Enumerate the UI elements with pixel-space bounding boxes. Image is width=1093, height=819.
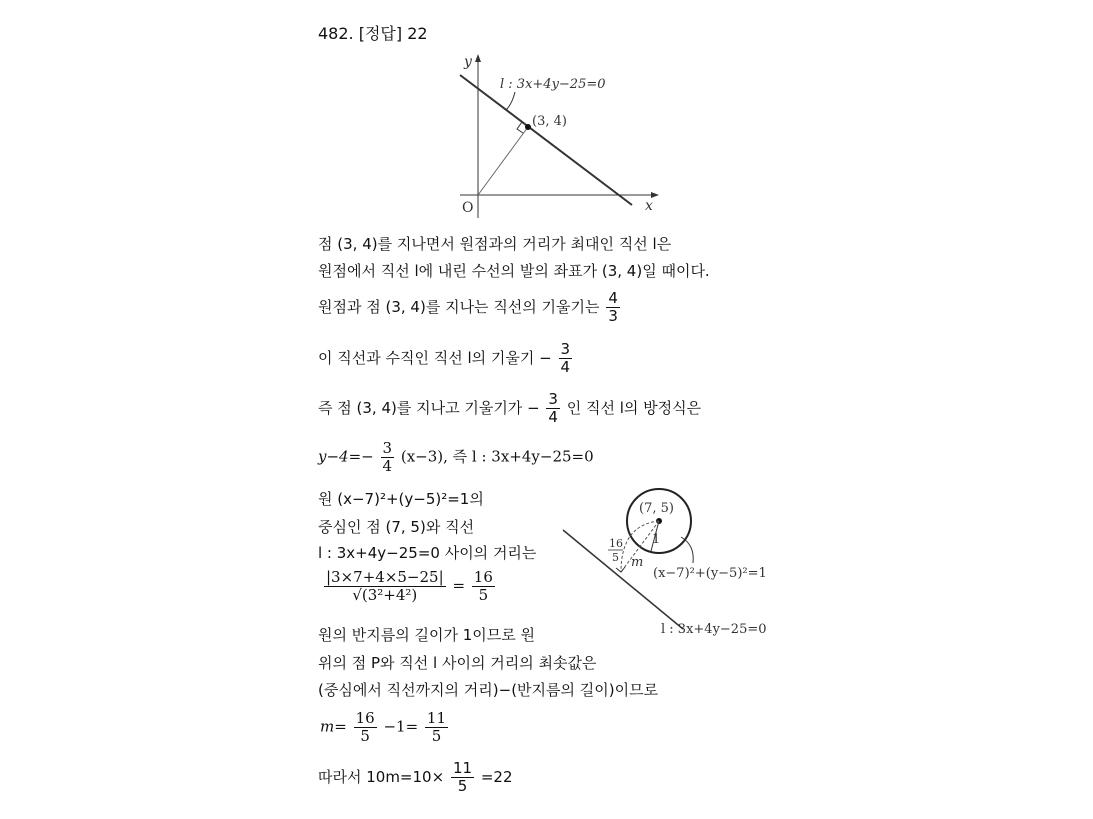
fraction-4-3: $\frac{4}{3}$ bbox=[608, 289, 618, 325]
fraction-16-5: $\frac{16}{5}$ bbox=[473, 568, 493, 604]
text-p6a: 원의 반지름의 길이가 1이므로 원 bbox=[318, 626, 535, 644]
problem-header: 482. [정답] 22 bbox=[318, 24, 428, 43]
slope-line-1 bbox=[318, 290, 622, 325]
text-p1b: 원점에서 직선 l에 내린 수선의 발의 좌표가 (3, 4)일 때이다. bbox=[318, 262, 710, 280]
text-p5b: 중심인 점 (7, 5)와 직선 bbox=[318, 518, 475, 536]
final-answer: 따라서 10m=10× $\frac{11}{5}$ =22 bbox=[318, 759, 513, 795]
text-p4-prefix: 즉 점 (3, 4)를 지나고 기울기가 − bbox=[318, 399, 540, 417]
text-p3: 이 직선과 수직인 직선 l의 기울기 − bbox=[318, 349, 552, 367]
circle-line-graph bbox=[555, 485, 800, 645]
radius-label: 1 bbox=[652, 532, 661, 547]
distance-formula: $\frac{|3\times 7+4\times 5-25|}{\text{√(3²+4²)}}$ = $\frac{16}{5}$ bbox=[326, 568, 493, 604]
circle-equation: (x−7)²+(y−5)²=1 bbox=[653, 566, 767, 581]
text-p6c: (중심에서 직선까지의 거리)−(반지름의 길이)이므로 bbox=[318, 681, 659, 699]
fraction-3-4-b: $\frac{3}{4}$ bbox=[548, 390, 558, 426]
m-equation: m= $\frac{16}{5}$ −1= $\frac{11}{5}$ bbox=[320, 709, 447, 745]
line-label-pointer bbox=[506, 92, 515, 110]
text-p5a: 원 (x−7)²+(y−5)²=1의 bbox=[318, 490, 484, 508]
y-axis-label: y bbox=[464, 54, 472, 70]
dist-den: 5 bbox=[612, 551, 619, 564]
distance-fraction: $\frac{|3\times 7+4\times 5-25|}{\text{√(3²+4²)}}$ bbox=[326, 568, 444, 604]
right-angle-mark bbox=[517, 122, 523, 133]
text-p6b: 위의 점 P와 직선 l 사이의 거리의 최솟값은 bbox=[318, 654, 597, 672]
line-l bbox=[460, 75, 632, 205]
fraction-16-5-b: $\frac{16}{5}$ bbox=[355, 709, 375, 745]
slope-line-2 bbox=[318, 341, 574, 376]
origin-label: O bbox=[462, 200, 474, 216]
fraction-3-4-c: $\frac{3}{4}$ bbox=[382, 439, 393, 475]
line-label: l : 3x+4y−25=0 bbox=[500, 77, 606, 92]
y-axis-arrow bbox=[475, 54, 481, 62]
fraction-3-4: $\frac{3}{4}$ bbox=[560, 340, 571, 376]
equation-line-l: y−4=− $\frac{3}{4}$ (x−3), 즉 l : 3x+4y−25=0 bbox=[318, 439, 594, 475]
line-label-2: l : 3x+4y−25=0 bbox=[661, 622, 767, 637]
m-label: m bbox=[631, 555, 644, 570]
x-axis-label: x bbox=[645, 198, 653, 214]
point-label: (3, 4) bbox=[532, 114, 567, 129]
fraction-11-5-b: $\frac{11}{5}$ bbox=[452, 759, 473, 795]
text-p2: 원점과 점 (3, 4)를 지나는 직선의 기울기는 bbox=[318, 298, 600, 316]
text-p5c: l : 3x+4y−25=0 사이의 거리는 bbox=[318, 544, 537, 562]
perpendicular-segment bbox=[478, 127, 528, 195]
slope-line-3 bbox=[318, 391, 701, 426]
coordinate-graph bbox=[440, 50, 670, 220]
text-p4-suffix: 인 직선 l의 방정식은 bbox=[566, 399, 702, 417]
right-angle-mark-2 bbox=[616, 567, 625, 572]
fraction-11-5: $\frac{11}{5}$ bbox=[426, 709, 447, 745]
point-3-4 bbox=[525, 124, 531, 130]
center-label: (7, 5) bbox=[639, 501, 674, 516]
text-p1a: 점 (3, 4)를 지나면서 원점과의 거리가 최대인 직선 l은 bbox=[318, 235, 672, 253]
dist-num: 16 bbox=[609, 537, 623, 550]
